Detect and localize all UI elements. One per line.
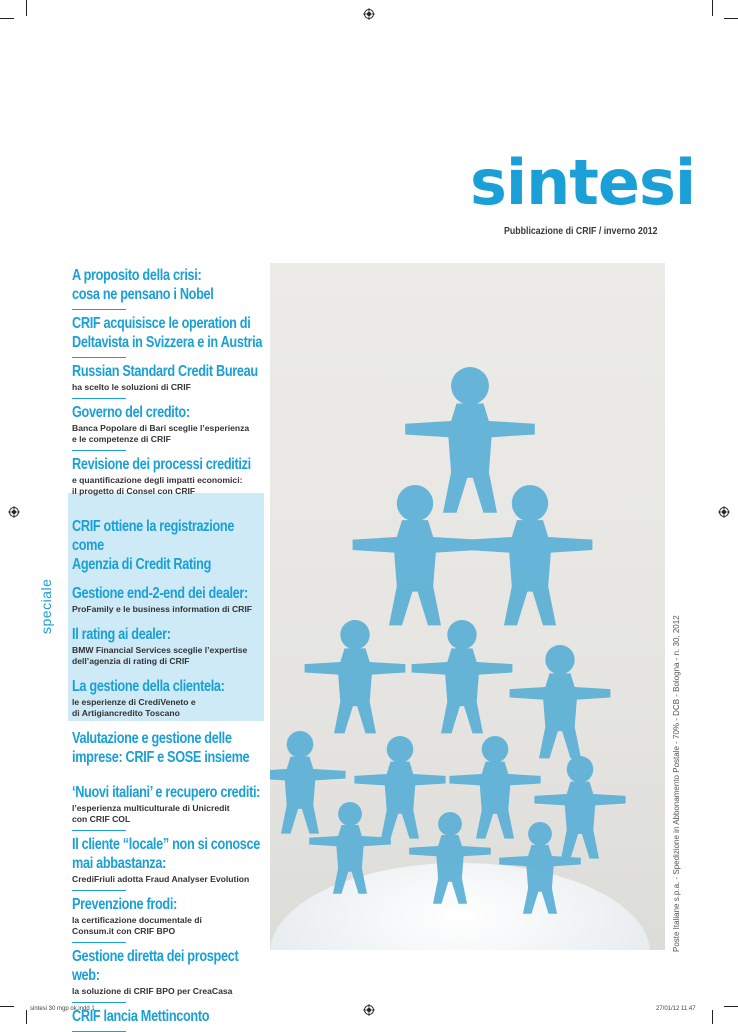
- toc-item[interactable]: [72, 399, 267, 451]
- toc-item-description: le esperienze di CrediVeneto e di Artigiancredito Toscano: [72, 697, 196, 718]
- toc-item-title: Il rating ai dealer:: [72, 626, 171, 643]
- toc-item-description: la certificazione documentale di Consum.it con CRIF BPO: [72, 915, 202, 936]
- toc-item-description: CrediFriuli adotta Fraud Analyser Evolution: [72, 874, 250, 884]
- toc-item-description: ProFamily e le business information di CRIF: [72, 604, 253, 614]
- toc-item-title: CRIF acquisisce le operation di Deltavista in Svizzera e in Austria: [72, 315, 263, 351]
- registration-mark-icon: [718, 506, 730, 518]
- crop-mark: [712, 0, 713, 16]
- toc-item-title: A proposito della crisi: cosa ne pensano i Nobel: [72, 267, 214, 303]
- toc-item[interactable]: [72, 451, 267, 503]
- crop-mark: [0, 1006, 14, 1007]
- toc-item-title: La gestione della clientela:: [72, 678, 225, 695]
- toc-item-title: Governo del credito:: [72, 404, 190, 421]
- toc-item[interactable]: [72, 358, 267, 399]
- file-slug: sintesi 30 mgp ok.indd 1: [30, 1006, 95, 1012]
- toc-item-title: Il cliente “locale” non si conosce mai abbastanza:: [72, 836, 261, 872]
- toc-item[interactable]: [72, 310, 267, 358]
- special-item[interactable]: [72, 725, 267, 773]
- special-item[interactable]: [72, 673, 267, 725]
- registration-mark-icon: [363, 1004, 375, 1016]
- toc-item-title: ‘Nuovi italiani’ e recupero crediti:: [72, 784, 261, 801]
- toc-item-description: l’esperienza multiculturale di Unicredit con CRIF COL: [72, 803, 230, 824]
- special-item[interactable]: [72, 580, 267, 621]
- toc-item[interactable]: [72, 831, 267, 891]
- special-section-label: speciale: [38, 578, 54, 634]
- toc-item[interactable]: [72, 262, 267, 310]
- toc-item-title: Russian Standard Credit Bureau: [72, 363, 258, 380]
- crop-mark: [26, 0, 27, 16]
- paper-people-pyramid-photo: [270, 263, 665, 950]
- postal-notice: Poste Italiane s.p.a. - Spedizione in Abbonamento Postale - 70% - DCB - Bologna - n. 30, 2012: [672, 615, 681, 952]
- toc-item[interactable]: [72, 943, 267, 1003]
- date-slug: 27/01/12 11.47: [656, 1006, 696, 1012]
- crop-mark: [26, 1010, 27, 1024]
- toc-item[interactable]: [72, 1003, 267, 1032]
- toc-item-description: Banca Popolare di Bari sceglie l’esperienza e le competenze di CRIF: [72, 423, 250, 444]
- toc-item-title: Gestione end-2-end dei dealer:: [72, 585, 248, 602]
- toc-item-title: Revisione dei processi creditizi: [72, 456, 251, 473]
- toc-item-title: Valutazione e gestione delle imprese: CRIF e SOSE insieme: [72, 730, 250, 766]
- toc-item-title: CRIF ottiene la registrazione come Agenzia di Credit Rating: [72, 518, 235, 573]
- special-item[interactable]: [72, 513, 267, 580]
- masthead-title: sintesi: [470, 146, 696, 219]
- toc-item-description: e quantificazione degli impatti economici: il progetto di Consel con CRIF: [72, 475, 243, 496]
- toc-item-title: Prevenzione frodi:: [72, 896, 177, 913]
- crop-mark: [712, 1010, 713, 1024]
- toc-item-description: la soluzione di CRIF BPO per CreaCasa: [72, 986, 233, 996]
- crop-mark: [724, 1006, 738, 1007]
- masthead-subtitle: Pubblicazione di CRIF / inverno 2012: [504, 226, 658, 237]
- special-item[interactable]: [72, 621, 267, 673]
- crop-mark: [0, 18, 14, 19]
- toc-item-title: Gestione diretta dei prospect web:: [72, 948, 239, 984]
- registration-mark-icon: [8, 506, 20, 518]
- toc-item-title: CRIF lancia Mettinconto: [72, 1008, 210, 1025]
- table-of-contents: [72, 262, 267, 1032]
- toc-item-description: BMW Financial Services sceglie l’expertise dell’agenzia di rating di CRIF: [72, 645, 248, 666]
- toc-item-description: ha scelto le soluzioni di CRIF: [72, 382, 191, 392]
- crop-mark: [724, 18, 738, 19]
- registration-mark-icon: [363, 8, 375, 20]
- toc-item[interactable]: [72, 891, 267, 943]
- toc-item[interactable]: [72, 779, 267, 831]
